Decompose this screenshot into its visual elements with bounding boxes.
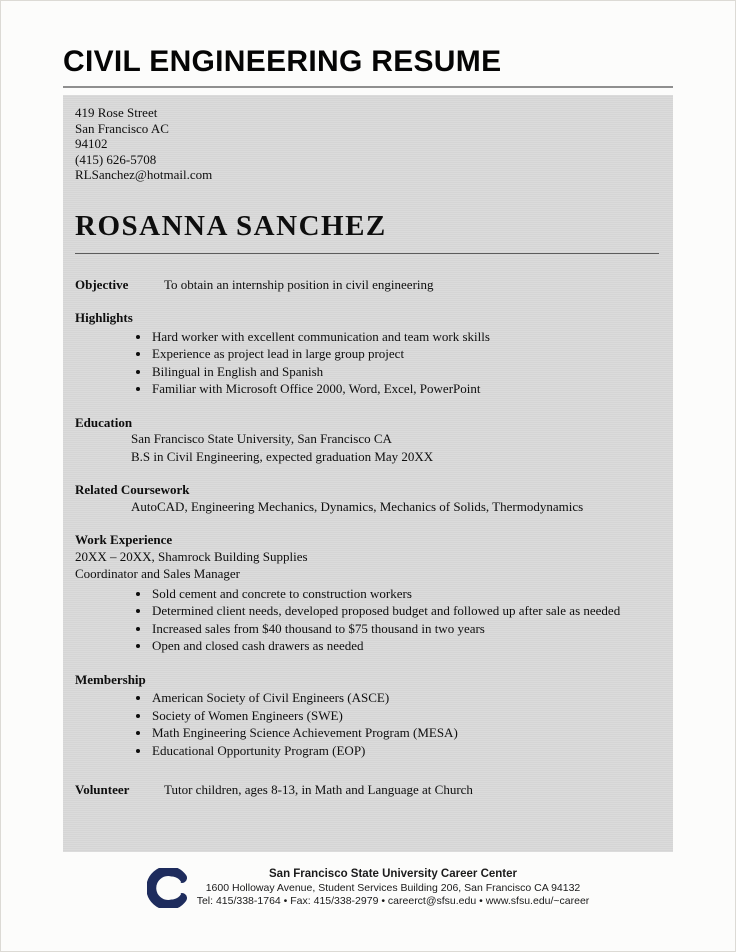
education-label: Education [75,414,133,430]
volunteer-text: Tutor children, ages 8-13, in Math and Language at Church [164,782,473,797]
education-school: San Francisco State University, San Francisco CA [131,431,392,446]
footer-text-block [197,868,590,909]
resume-body [63,95,673,852]
contact-zip: 94102 [75,136,108,151]
objective-label: Objective [75,276,129,292]
list-item: • Determined client needs, developed proposed budget and followed up after sale as needed [151,602,659,620]
volunteer-label: Volunteer [75,782,130,797]
contact-phone: (415) 626-5708 [75,151,157,167]
section-membership [75,672,659,760]
list-item: • Sold cement and concrete to construction workers [151,585,659,603]
membership-list [75,689,659,759]
membership-label: Membership [75,671,146,687]
list-item: • Society of Women Engineers (SWE) [151,707,659,725]
work-duties-list [75,585,659,655]
list-item: • Familiar with Microsoft Office 2000, Word, Excel, PowerPoint [151,380,659,398]
coursework-label: Related Coursework [75,482,190,497]
contact-street: 419 Rose Street [75,105,158,120]
contact-email: RLSanchez@hotmail.com [75,167,213,182]
section-highlights [75,310,659,398]
footer-org-name: San Francisco State University Career Center [269,868,517,880]
education-degree: B.S in Civil Engineering, expected graduation May 20XX [131,448,434,464]
list-item: • Hard worker with excellent communication and team work skills [151,328,659,346]
career-center-logo-icon [147,868,187,908]
coursework-list: AutoCAD, Engineering Mechanics, Dynamics, Mechanics of Solids, Thermodynamics [131,498,584,514]
list-item: • Math Engineering Science Achievement Program (MESA) [151,724,659,742]
list-item: • Bilingual in English and Spanish [151,363,659,381]
objective-text: To obtain an internship position in civil engineering [164,276,434,292]
section-volunteer [75,781,659,799]
work-job-title: Coordinator and Sales Manager [75,566,240,581]
footer-address: 1600 Holloway Avenue, Student Services Building 206, San Francisco CA 94132 [205,881,581,894]
contact-block [75,105,659,183]
list-item: • Open and closed cash drawers as needed [151,637,659,655]
candidate-name: ROSANNA SANCHEZ [75,209,387,242]
list-item: • Increased sales from $40 thousand to $75 thousand in two years [151,620,659,638]
footer-contact-line: Tel: 415/338-1764 • Fax: 415/338-2979 • careerct@sfsu.edu • www.sfsu.edu/~career [196,895,590,907]
page-title: CIVIL ENGINEERING RESUME [63,45,502,78]
section-coursework [75,482,659,515]
list-item: • Educational Opportunity Program (EOP) [151,742,659,760]
work-label: Work Experience [75,532,173,547]
section-education [75,415,659,466]
footer [63,868,673,909]
work-dates-company: 20XX – 20XX, Shamrock Building Supplies [75,548,308,564]
highlights-label: Highlights [75,310,133,325]
section-objective [75,276,659,294]
section-work-experience [75,532,659,655]
contact-city: San Francisco AC [75,120,169,136]
list-item: • American Society of Civil Engineers (ASCE) [151,689,659,707]
title-divider [63,86,673,88]
list-item: • Experience as project lead in large group project [151,345,659,363]
name-divider [75,253,659,254]
highlights-list [75,328,659,398]
